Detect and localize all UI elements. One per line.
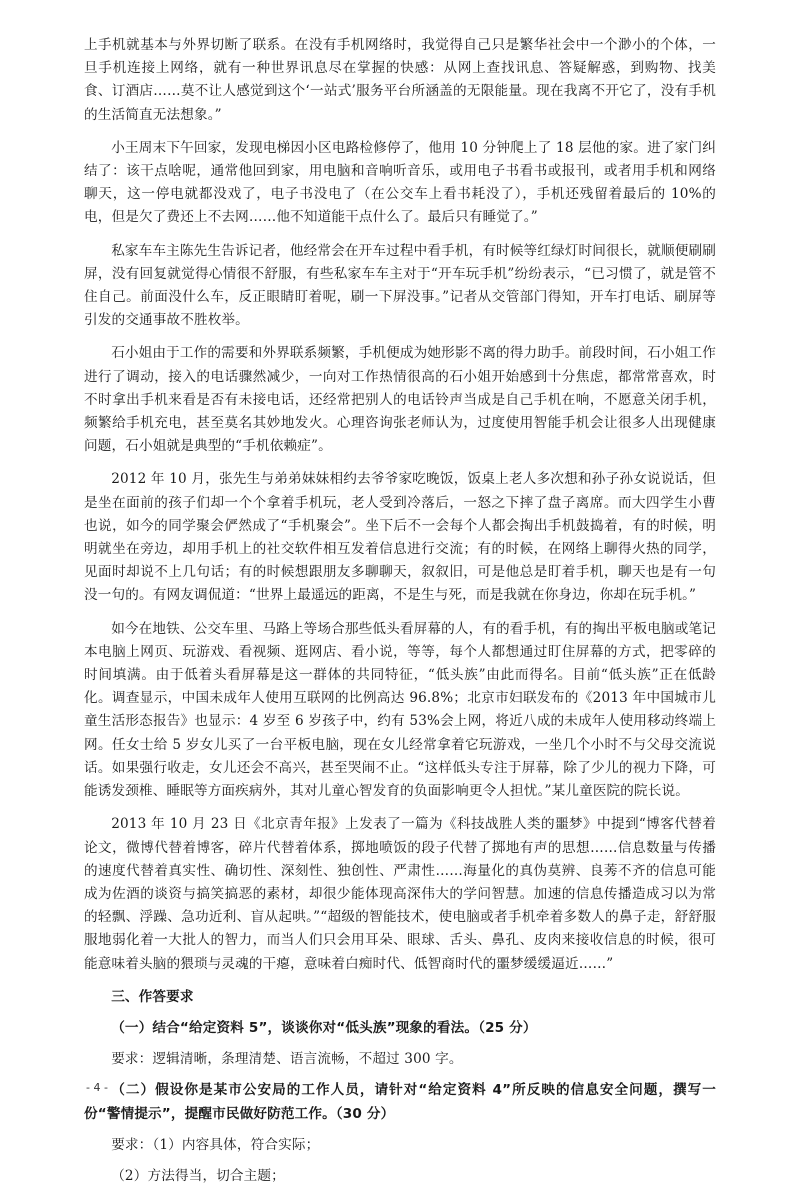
document-page bbox=[84, 34, 716, 1196]
paragraph-6: 如今在地铁、公交车里、马路上等场合那些低头看屏幕的人，有的看手机，有的掏出平板电脑或笔记本电脑上网页、玩游戏、看视频、逛网店、看小说，等等，每个人都想通过盯住屏幕的方式，把零碎的时间填满。由于低着头看屏幕是这一群体的共同特征，“低头族”由此而得名。目前“低头族”正在低龄化。调查显示，中国未成年人使用互联网的比例高达 96.8%；北京市妇联发布的《2013 年中国城市儿童生活形态报告》也显示：4 岁至 6 岁孩子中，约有 53%会上网，将近八成的未成年人使用移动终端上网。任女士给 5 岁女儿买了一台平板电脑，现在女儿经常拿着它玩游戏，一坐几个小时不与父母交流说话。如果强行收走，女儿还会不高兴，甚至哭闹不止。“这样低头专注于屏幕，除了少儿的视力下降，可能诱发颈椎、睡眠等方面疾病外，其对儿童心智发育的负面影响更令人担忧。”某儿童医院的院长说。 bbox=[84, 620, 716, 800]
page-number: - 4 - bbox=[86, 1081, 108, 1094]
paragraph-4: 石小姐由于工作的需要和外界联系频繁，手机便成为她形影不离的得力助手。前段时间，石小姐工作进行了调动，接入的电话骤然减少，一向对工作热情很高的石小姐开始感到十分焦虑，都常常喜欢，时不时拿出手机来看是否有未接电话，还经常把别人的电话铃声当成是自己手机在响，不愿意关闭手机，频繁给手机充电，甚至莫名其妙地发火。心理咨询张老师认为，过度使用智能手机会让很多人出现健康问题，石小姐就是典型的“手机依赖症”。 bbox=[84, 345, 716, 455]
task-2-requirement-1: 要求：（1）内容具体，符合实际； bbox=[111, 1136, 320, 1153]
paragraph-7: 2013 年 10 月 23 日《北京青年报》上发表了一篇为《科技战胜人类的噩梦》中提到“博客代替着论文，微博代替着博客，碎片代替着体系，掷地喷饭的段子代替了掷地有声的思想……信息数量与传播的速度代替着真实性、确切性、深刻性、独创性、严肃性……海量化的真伪莫辨、良莠不齐的信息可能成为佐酒的谈资与搞笑搞恶的素材，却很少能体现高深伟大的学问智慧。加速的信息传播造成习以为常的轻飘、浮躁、急功近利、盲从起哄。”“超级的智能技术，使电脑或者手机牵着多数人的鼻子走，舒舒服服地弱化着一大批人的智力，而当人们只会用耳朵、眼球、舌头、鼻孔、皮肉来接收信息的时候，很可能意味着头脑的猥琐与灵魂的干瘪，意味着白痴时代、低智商时代的噩梦缓缓逼近……” bbox=[84, 816, 716, 972]
section-heading: 三、作答要求 bbox=[111, 988, 194, 1005]
task-1-title: （一）结合“给定资料 5”，谈谈你对“低头族”现象的看法。（25 分） bbox=[111, 1019, 537, 1036]
paragraph-1: 上手机就基本与外界切断了联系。在没有手机网络时，我觉得自己只是繁华社会中一个渺小的个体，一旦手机连接上网络，就有一种世界讯息尽在掌握的快感：从网上查找讯息、答疑解惑，到购物、找美食、订酒店……莫不让人感觉到这个‘一站式’服务平台所涵盖的无限能量。现在我离不开它了，没有手机的生活简直无法想象。” bbox=[84, 37, 716, 123]
paragraph-2: 小王周末下午回家，发现电梯因小区电路检修停了，他用 10 分钟爬上了 18 层他的家。进了家门纠结了：该干点啥呢，通常他回到家，用电脑和音响听音乐，或用电子书看书或报刊，或者用手机和网络聊天，这一停电就都没戏了，电子书没电了（在公交车上看书耗没了），手机还残留着最后的 10%的电，但是欠了费还上不去网……他不知道能干点什么了。最后只有睡觉了。” bbox=[84, 139, 716, 226]
task-2-title: （二）假设你是某市公安局的工作人员，请针对“给定资料 4”所反映的信息安全问题，撰写一份“警情提示”，提醒市民做好防范工作。（30 分） bbox=[84, 1082, 716, 1122]
task-2-requirement-2: （2）方法得当，切合主题； bbox=[111, 1167, 285, 1184]
paragraph-5: 2012 年 10 月，张先生与弟弟妹妹相约去爷爷家吃晚饭，饭桌上老人多次想和孙子孙女说说话，但是坐在面前的孩子们却一个个拿着手机玩，老人受到冷落后，一怒之下摔了盘子离席。而大四学生小曹也说，如今的同学聚会俨然成了“手机聚会”。坐下后不一会每个人都会掏出手机鼓捣着，有的时候，明明就坐在旁边，却用手机上的社交软件相互发着信息进行交流；有的时候，在网络上聊得火热的同学，见面时却说不上几句话；有的时候想跟朋友多聊聊天，叙叙旧，可是他总是盯着手机，聊天也是有一句没一句的。有网友调侃道：“世界上最遥远的距离，不是生与死，而是我就在你身边，你却在玩手机。” bbox=[84, 471, 716, 604]
paragraph-3: 私家车车主陈先生告诉记者，他经常会在开车过程中看手机，有时候等红绿灯时间很长，就顺便刷刷屏，没有回复就觉得心情很不舒服，有些私家车车主对于“开车玩手机”纷纷表示，“已习惯了，就是管不住自己。前面没什么车，反正眼睛盯着呢，刷一下屏没事。”记者从交管部门得知，开车打电话、刷屏等引发的交通事故不胜枚举。 bbox=[84, 242, 716, 329]
task-1-requirement: 要求：逻辑清晰，条理清楚、语言流畅，不超过 300 字。 bbox=[111, 1051, 463, 1068]
